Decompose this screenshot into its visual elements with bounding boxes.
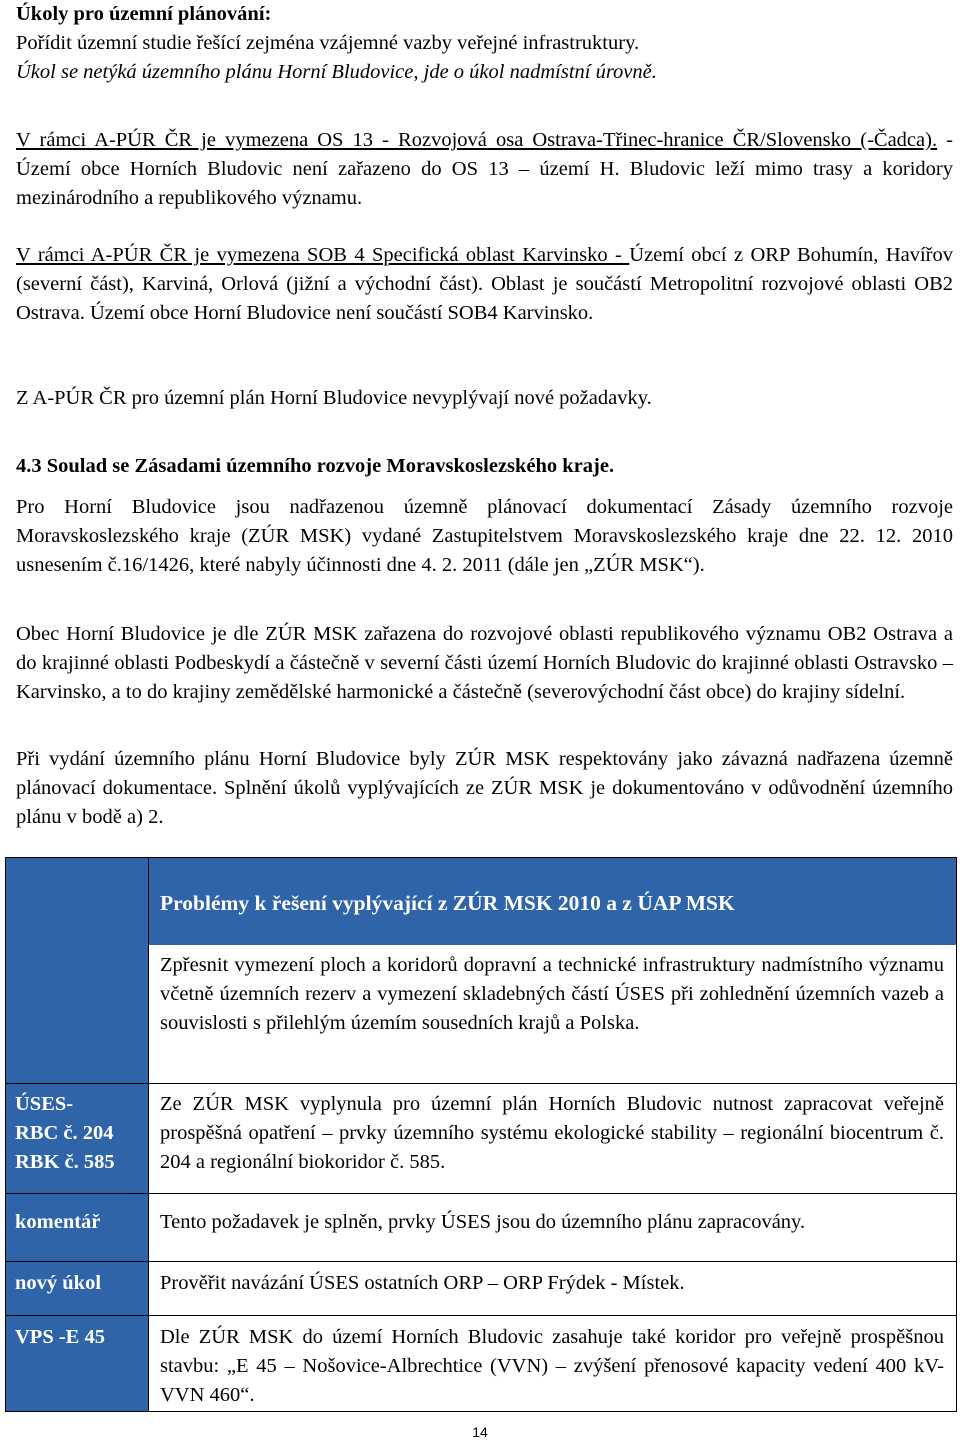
- table-intro-cell: Zpřesnit vymezení ploch a koridorů dopravní a technické infrastruktury nadmístního významu včetně územních rezerv a vymezení skladebných částí ÚSES při zohlednění územních vazeb a souvislosti s přilehlým územím sousedních krajů a Polska.: [148, 945, 957, 1083]
- table-column-divider: [148, 857, 149, 1412]
- tasks-line-1: Pořídit územní studie řešící zejména vzájemné vazby veřejné infrastruktury.: [16, 32, 640, 54]
- table-row-divider: [5, 1261, 957, 1262]
- table-row-divider: [5, 1193, 957, 1194]
- row3-label: nový úkol: [15, 1272, 102, 1294]
- paragraph-conclusion: Z A-PÚR ČR pro územní plán Horní Bludovice nevyplývají nové požadavky.: [16, 387, 652, 409]
- os13-underlined: V rámci A-PÚR ČR je vymezena OS 13 - Rozvojová osa Ostrava-Třinec-hranice ČR/Slovensko (-Čadca).: [16, 129, 938, 151]
- os13-rest: - Území obce Horních Bludovic není zařazeno do OS 13 – území H. Bludovic leží mimo trasy a koridory mezinárodního a republikového významu.: [16, 129, 953, 209]
- table-header-text: Problémy k řešení vyplývající z ZÚR MSK 2010 a z ÚAP MSK: [160, 891, 735, 915]
- table-border-right: [956, 857, 957, 1412]
- section-heading-4-3: 4.3 Soulad se Zásadami územního rozvoje Moravskoslezského kraje.: [16, 455, 615, 477]
- table-row-divider: [5, 1315, 957, 1316]
- table-row-label: [5, 1315, 148, 1412]
- table-border-left: [5, 857, 6, 1412]
- table-row-text: Ze ZÚR MSK vyplynula pro územní plán Horních Bludovic nutnost zapracovat veřejně prospěšná opatření – prvky územního systému ekologické stability – regionální biocentrum č. 204 a regionální biokoridor č. 585.: [148, 1083, 957, 1193]
- table-row-text: Dle ZÚR MSK do území Horních Bludovic zasahuje také koridor pro veřejně prospěšnou stavbu: „E 45 – Nošovice-Albrechtice (VVN) – zvýšení přenosové kapacity vedení 400 kV-VVN 460“.: [148, 1315, 957, 1412]
- table-row-text: Prověřit navázání ÚSES ostatních ORP – ORP Frýdek - Místek.: [148, 1261, 957, 1315]
- paragraph-sob4: [16, 241, 953, 328]
- paragraph-zur-2: Obec Horní Bludovice je dle ZÚR MSK zařazena do rozvojové oblasti republikového významu OB2 Ostrava a do krajinné oblasti Podbeskydí a částečně v severní části území Horních Bludovic do krajinné oblasti Ostravsko – Karvinsko, a to do krajiny zemědělské harmonické a částečně (severovýchodní část obce) do krajiny sídelní.: [16, 623, 953, 703]
- row4-label: VPS -E 45: [15, 1326, 105, 1348]
- tasks-block: [16, 0, 953, 87]
- sob4-rest: Území obcí z ORP Bohumín, Havířov (severní část), Karviná, Orlová (jižní a východní část). Oblast je součástí Metropolitní rozvojové oblasti OB2 Ostrava. Území obce Horní Bludovice není součástí SOB4 Karvinsko.: [16, 244, 953, 324]
- table-row-label: [5, 1261, 148, 1315]
- paragraph-os13: [16, 126, 953, 213]
- table-row-label: [5, 1083, 148, 1193]
- row1-label-line-3: RBK č. 585: [15, 1151, 115, 1173]
- table-row-divider: [5, 1083, 957, 1084]
- table-row-label: [5, 1193, 148, 1261]
- row2-label: komentář: [15, 1211, 101, 1233]
- paragraph-zur-3: Při vydání územního plánu Horní Bludovice byly ZÚR MSK respektovány jako závazná nadřazena územně plánovací dokumentace. Splnění úkolů vyplývajících ze ZÚR MSK je dokumentováno v odůvodnění územního plánu v bodě a) 2.: [16, 748, 953, 828]
- paragraph-zur-1: Pro Horní Bludovice jsou nadřazenou územně plánovací dokumentací Zásady územního rozvoje Moravskoslezského kraje (ZÚR MSK) vydané Zastupitelstvem Moravskoslezského kraje dne 22. 12. 2010 usnesením č.16/1426, které nabyly účinnosti dne 4. 2. 2011 (dále jen „ZÚR MSK“).: [16, 496, 953, 576]
- tasks-line-2: Úkol se netýká územního plánu Horní Bludovice, jde o úkol nadmístní úrovně.: [16, 61, 657, 83]
- page-number: 14: [472, 1424, 488, 1440]
- table-header: [148, 857, 957, 945]
- row1-label-line-2: RBC č. 204: [15, 1122, 114, 1144]
- row1-label-line-1: ÚSES-: [15, 1093, 74, 1115]
- sob4-underlined: V rámci A-PÚR ČR je vymezena SOB 4 Specifická oblast Karvinsko -: [16, 244, 630, 266]
- problems-table: [5, 857, 957, 1412]
- tasks-title: Úkoly pro územní plánování:: [16, 3, 272, 25]
- table-row-text: Tento požadavek je splněn, prvky ÚSES jsou do územního plánu zapracovány.: [148, 1193, 957, 1261]
